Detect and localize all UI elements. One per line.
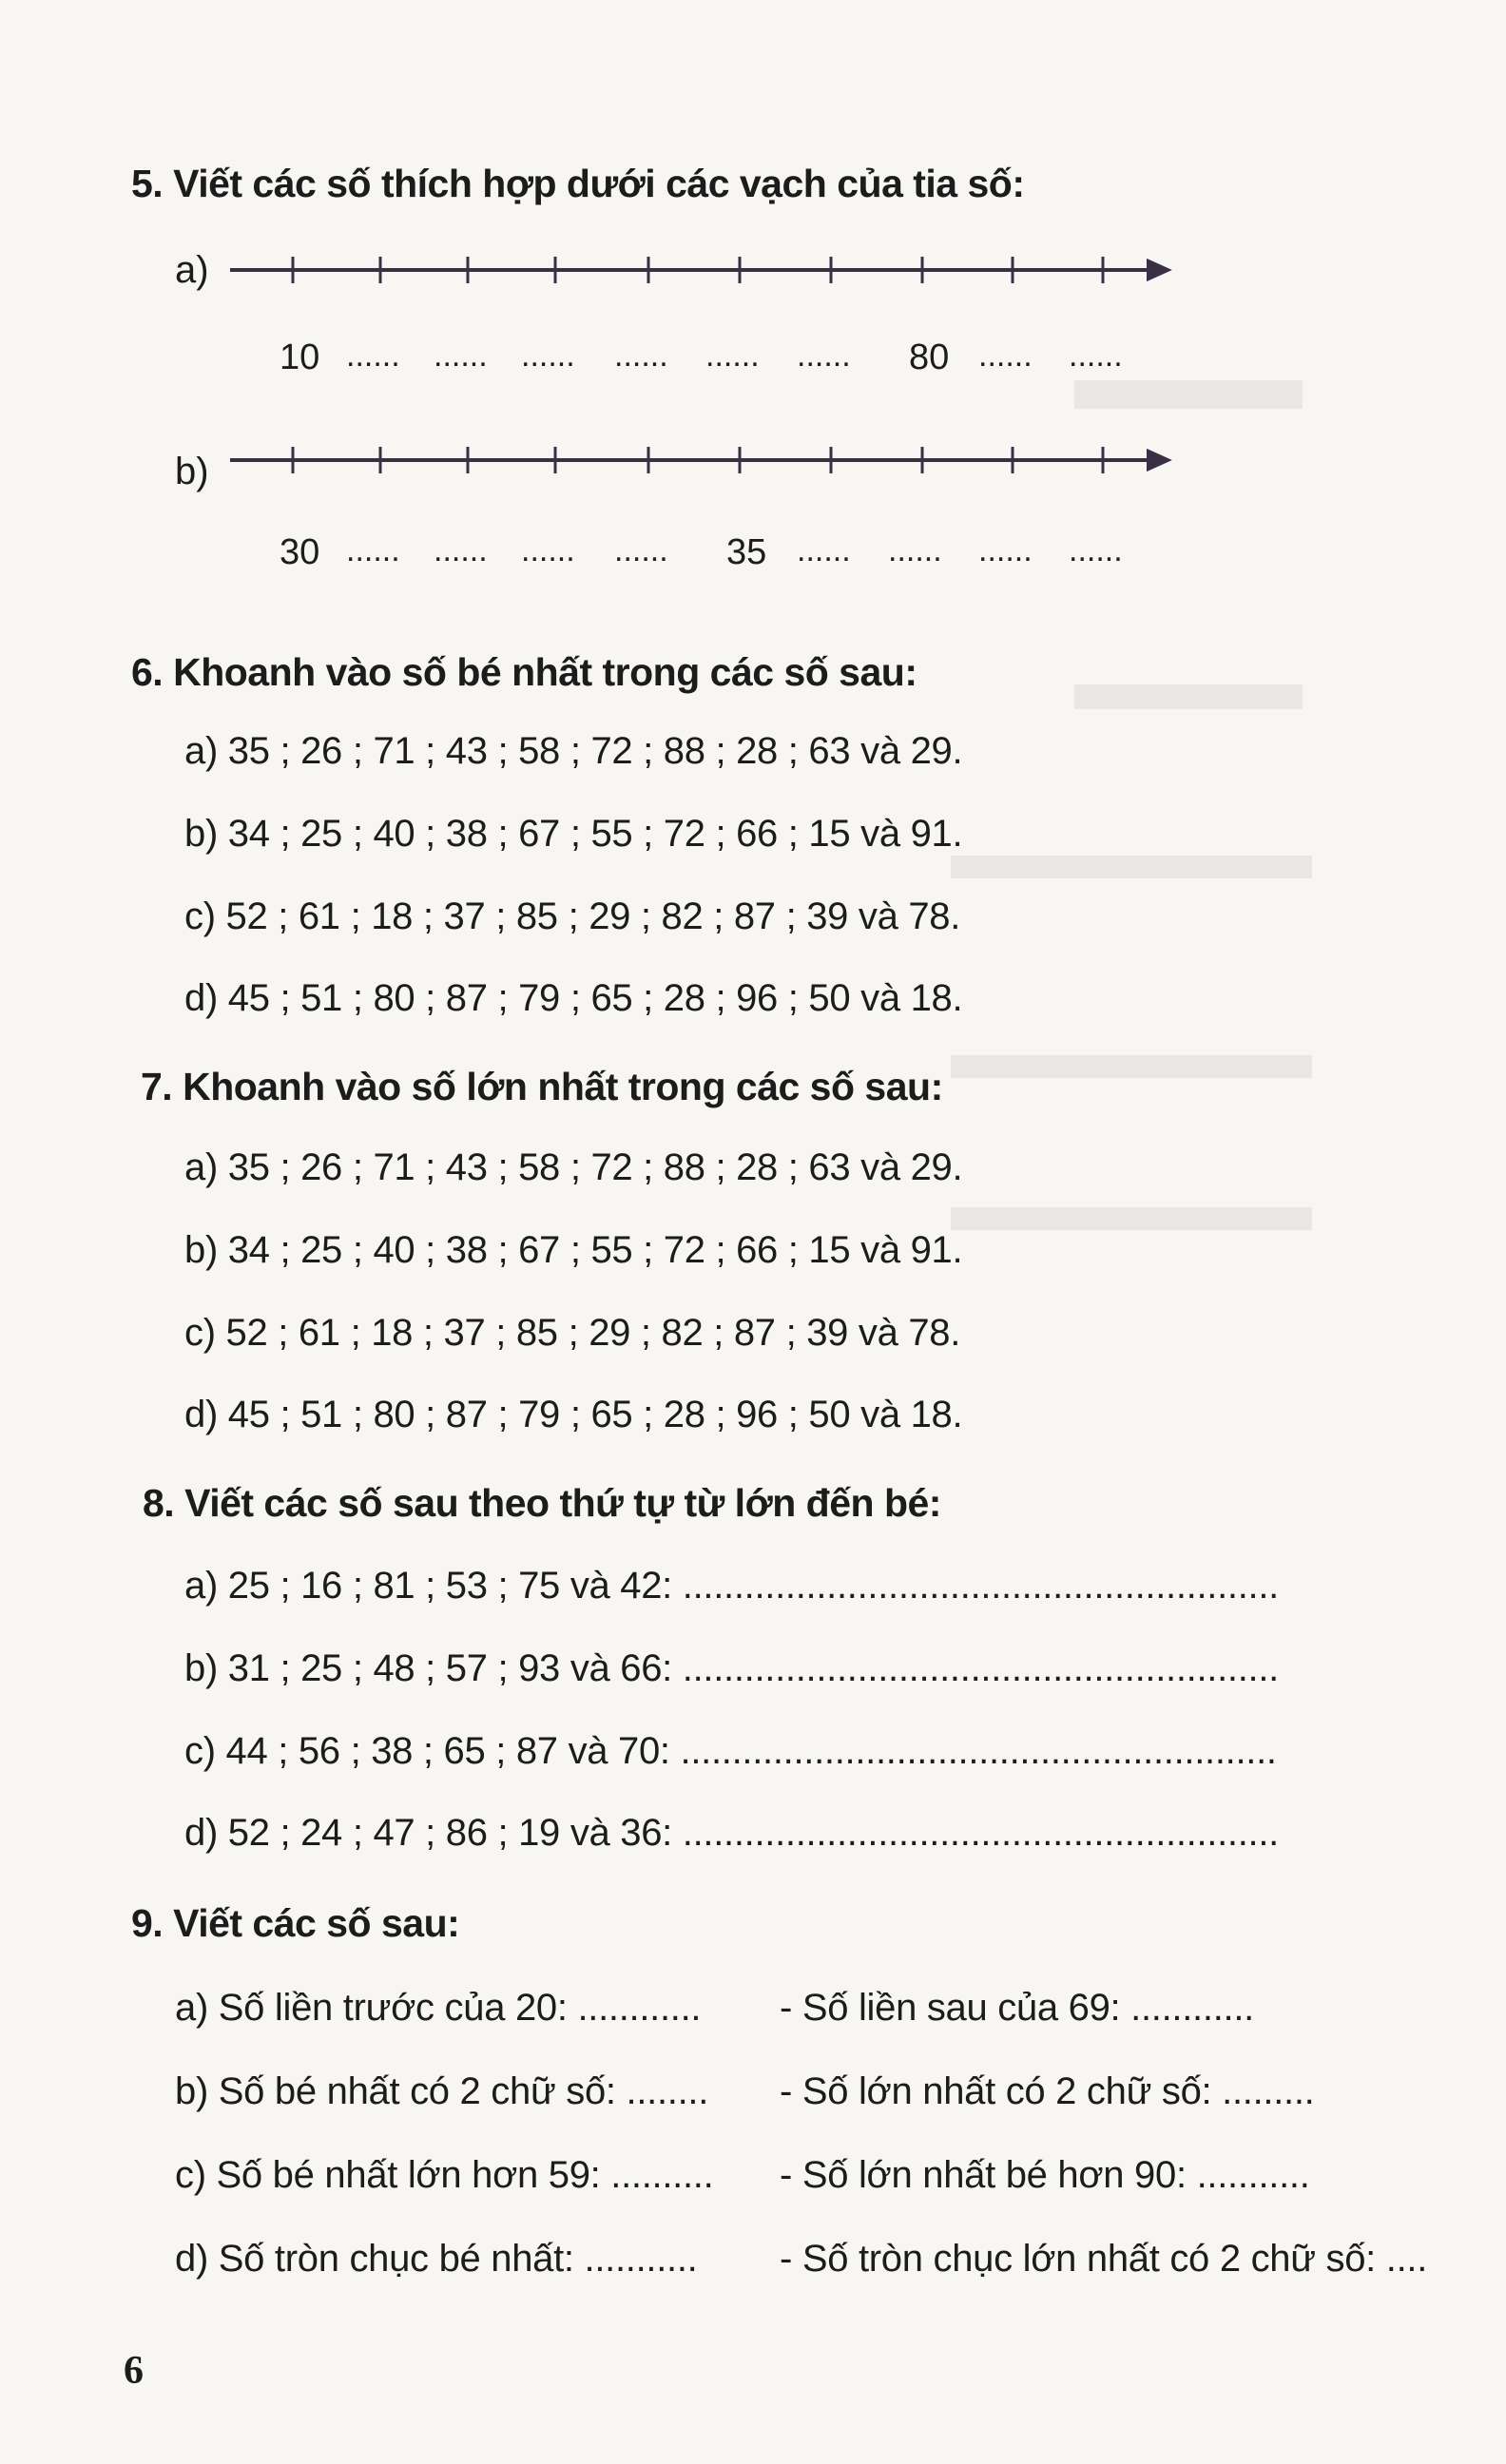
q9-left-d: d) Số tròn chục bé nhất: ........... — [175, 2238, 698, 2280]
bleed-through-box — [1074, 380, 1303, 409]
q5a-value-1: ...... — [346, 337, 400, 374]
q5b-value-3: ...... — [521, 532, 575, 568]
page-number: 6 — [124, 2349, 144, 2393]
q8-item-d: d) 52 ; 24 ; 47 ; 86 ; 19 và 36: .......................................................... — [184, 1812, 1279, 1854]
q5b-value-4: ...... — [614, 532, 668, 568]
q5b-value-1: ...... — [346, 532, 400, 568]
q5a-value-4: ...... — [614, 337, 668, 374]
q7-title: 7. Khoanh vào số lớn nhất trong các số sau: — [141, 1065, 943, 1108]
q9-right-b: - Số lớn nhất có 2 chữ số: ......... — [780, 2070, 1315, 2112]
bleed-through-box — [951, 1207, 1312, 1230]
q9-title: 9. Viết các số sau: — [131, 1901, 460, 1945]
q5b-value-5: 35 — [726, 532, 767, 572]
q7-item-b: b) 34 ; 25 ; 40 ; 38 ; 67 ; 55 ; 72 ; 66 ; 15 và 91. — [184, 1229, 963, 1271]
q8-item-b: b) 31 ; 25 ; 48 ; 57 ; 93 và 66: .......................................................... — [184, 1647, 1279, 1689]
q5a-label: a) — [175, 249, 209, 291]
q5a-value-0: 10 — [280, 337, 320, 377]
q9-right-d: - Số tròn chục lớn nhất có 2 chữ số: .... — [780, 2238, 1428, 2280]
q5b-value-6: ...... — [797, 532, 851, 568]
q6-item-a: a) 35 ; 26 ; 71 ; 43 ; 58 ; 72 ; 88 ; 28 ; 63 và 29. — [184, 730, 963, 772]
q8-item-a: a) 25 ; 16 ; 81 ; 53 ; 75 và 42: .......................................................... — [184, 1565, 1279, 1607]
q7-item-a: a) 35 ; 26 ; 71 ; 43 ; 58 ; 72 ; 88 ; 28 ; 63 và 29. — [184, 1146, 963, 1188]
bleed-through-box — [951, 1055, 1312, 1078]
q5a-value-6: ...... — [797, 337, 851, 374]
q5a-value-3: ...... — [521, 337, 575, 374]
q5b-value-0: 30 — [280, 532, 320, 572]
q7-item-d: d) 45 ; 51 ; 80 ; 87 ; 79 ; 65 ; 28 ; 96 ; 50 và 18. — [184, 1394, 963, 1435]
q7-item-c: c) 52 ; 61 ; 18 ; 37 ; 85 ; 29 ; 82 ; 87 ; 39 và 78. — [184, 1312, 961, 1354]
q9-right-c: - Số lớn nhất bé hơn 90: ........... — [780, 2154, 1310, 2196]
q5b-arrow-head — [1149, 452, 1168, 469]
q5a-value-5: ...... — [705, 337, 760, 374]
bleed-through-box — [1074, 684, 1303, 709]
q9-left-a: a) Số liền trước của 20: ............ — [175, 1987, 702, 2029]
q5b-value-2: ...... — [434, 532, 488, 568]
q5-title: 5. Viết các số thích hợp dưới các vạch của tia số: — [131, 162, 1025, 205]
q5b-value-8: ...... — [978, 532, 1033, 568]
q5a-value-2: ...... — [434, 337, 488, 374]
q9-left-c: c) Số bé nhất lớn hơn 59: .......... — [175, 2154, 714, 2196]
q5b-label: b) — [175, 451, 209, 492]
q8-title: 8. Viết các số sau theo thứ tự từ lớn đến bé: — [143, 1481, 941, 1525]
q5a-value-7: 80 — [909, 337, 950, 377]
q6-item-c: c) 52 ; 61 ; 18 ; 37 ; 85 ; 29 ; 82 ; 87 ; 39 và 78. — [184, 895, 961, 937]
q8-item-c: c) 44 ; 56 ; 38 ; 65 ; 87 và 70: .......................................................... — [184, 1730, 1277, 1772]
q5a-value-8: ...... — [978, 337, 1033, 374]
q6-item-b: b) 34 ; 25 ; 40 ; 38 ; 67 ; 55 ; 72 ; 66 ; 15 và 91. — [184, 813, 963, 855]
q6-title: 6. Khoanh vào số bé nhất trong các số sau: — [131, 650, 917, 694]
q9-left-b: b) Số bé nhất có 2 chữ số: ........ — [175, 2070, 709, 2112]
q5b-value-9: ...... — [1069, 532, 1123, 568]
q9-right-a: - Số liền sau của 69: ............ — [780, 1987, 1254, 2029]
q6-item-d: d) 45 ; 51 ; 80 ; 87 ; 79 ; 65 ; 28 ; 96 ; 50 và 18. — [184, 977, 963, 1019]
bleed-through-box — [951, 856, 1312, 878]
q5b-value-7: ...... — [888, 532, 942, 568]
q5a-arrow-head — [1149, 261, 1168, 279]
q5a-value-9: ...... — [1069, 337, 1123, 374]
